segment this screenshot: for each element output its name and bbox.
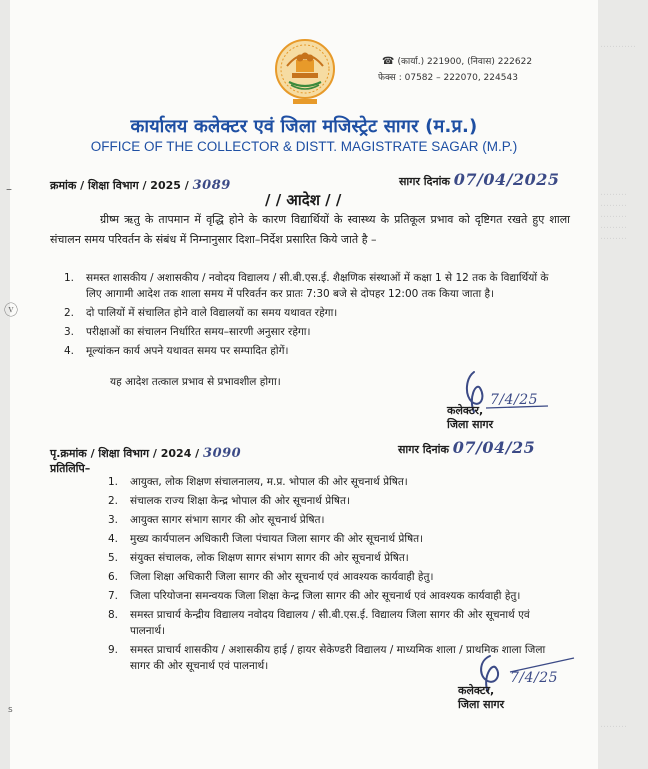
office-title-hindi: कार्यालय कलेक्टर एवं जिला मजिस्ट्रेट सागर (म.प्र.) <box>130 116 478 137</box>
background-ghost-text: ……… <box>600 720 627 730</box>
order-intro: ग्रीष्म ऋतु के तापमान में वृद्धि होने के कारण विद्यार्थियों के स्वास्थ्य के प्रतिकूल प्रभाव को दृष्टिगत रखते हुए शाला संचालन समय परिवर्तन के संबंध में निम्नानुसार दिशा–निर्देश प्रसारित किये जाते है – <box>50 213 570 246</box>
document-page <box>4 0 598 769</box>
order-effect-line: यह आदेश तत्काल प्रभाव से प्रभावशील होगा। <box>110 376 281 388</box>
signature-date-handwritten: 7/4/25 <box>510 670 559 686</box>
signature-date-handwritten: 7/4/25 <box>490 392 539 408</box>
order-reference-number: 3089 <box>192 178 231 193</box>
order-point: 1. समस्त शासकीय / अशासकीय / नवोदय विद्यालय / सी.बी.एस.ई. शैक्षणिक संस्थाओं में कक्षा 1 से 12 तक के विद्यार्थियों के लिए आगामी आदेश तक शाला समय में परिवर्तन कर प्रातः 7:30 बजे से दोपहर 12:00 तक किया जाता है। <box>64 272 549 300</box>
margin-tick: s <box>8 705 13 715</box>
margin-pencil-mark: ⓥ <box>4 303 18 319</box>
order-date-value: 07/04/2025 <box>453 170 560 189</box>
order-point: 4. मूल्यांकन कार्य अपने यथावत समय पर सम्पादित होगें। <box>64 345 289 357</box>
recipient-item: 6. जिला शिक्षा अधिकारी जिला सागर की ओर सूचनार्थ एवं आवश्यक कार्यवाही हेतु। <box>108 571 434 583</box>
copy-reference-number: 3090 <box>203 446 242 461</box>
copy-date-label: सागर दिनांक <box>398 443 449 456</box>
order-point: 2. दो पालियों में संचालित होने वाले विद्यालयों का समय यथावत रहेगा। <box>64 307 338 319</box>
order-point: 3. परीक्षाओं का संचालन निर्धारित समय–सारणी अनुसार रहेगा। <box>64 326 311 338</box>
phone-line <box>382 54 532 67</box>
signatory-title: कलेक्टर, <box>447 404 484 417</box>
state-emblem-icon <box>275 36 335 108</box>
order-reference <box>50 178 231 193</box>
signatory-title: कलेक्टर, <box>458 684 495 697</box>
order-date <box>399 170 560 189</box>
copy-heading: प्रतिलिपि– <box>50 462 91 475</box>
phone-icon: ☎ <box>382 56 395 67</box>
recipient-item: 3. आयुक्त सागर संभाग सागर की ओर सूचनार्थ प्रेषित। <box>108 514 325 526</box>
recipient-item: 9. समस्त प्राचार्य शासकीय / अशासकीय हाई / हायर सेकेण्डरी विद्यालय / माध्यमिक शाला / प्राथमिक शाला जिला सागर की ओर सूचनार्थ एवं पालनार्थ। <box>108 644 546 672</box>
order-date-label: सागर दिनांक <box>399 175 450 188</box>
phone-numbers: (कार्या.) 221900, (निवास) 222622 <box>397 57 533 67</box>
recipient-item: 4. मुख्य कार्यपालन अधिकारी जिला पंचायत जिला सागर की ओर सूचनार्थ प्रेषित। <box>108 533 424 545</box>
copy-recipients <box>108 474 548 674</box>
office-title-english: OFFICE OF THE COLLECTOR & DISTT. MAGISTRATE SAGAR (M.P.) <box>90 139 518 154</box>
signatory-place: जिला सागर <box>447 418 494 431</box>
fax-line: फेक्स : 07582 – 222070, 224543 <box>378 73 518 83</box>
recipient-item: 5. संयुक्त संचालक, लोक शिक्षण सागर संभाग सागर की ओर सूचनार्थ प्रेषित। <box>108 552 409 564</box>
background-ghost-text: ………… <box>600 40 636 50</box>
order-points <box>64 270 554 359</box>
signatory-block-2 <box>458 684 504 712</box>
recipient-item: 8. समस्त प्राचार्य केन्द्रीय विद्यालय नवोदय विद्यालय / सी.बी.एस.ई. विद्यालय जिला सागर की ओर सूचनार्थ एवं पालनार्थ। <box>108 609 530 637</box>
margin-tick: – <box>6 182 12 196</box>
copy-date-value: 07/04/25 <box>452 438 536 457</box>
recipient-item: 7. जिला परियोजना समन्वयक जिला शिक्षा केन्द्र जिला सागर की ओर सूचनार्थ एवं आवश्यक कार्यवाही हेतु। <box>108 590 521 602</box>
recipient-item: 2. संचालक राज्य शिक्षा केन्द्र भोपाल की ओर सूचनार्थ प्रेषित। <box>108 495 350 507</box>
copy-date <box>398 438 535 457</box>
background-ghost-text: ……… ……… ……… ……… ……… <box>600 188 627 242</box>
signatory-place: जिला सागर <box>458 698 505 711</box>
recipient-item: 1. आयुक्त, लोक शिक्षण संचालनालय, म.प्र. भोपाल की ओर सूचनार्थ प्रेषित। <box>108 476 408 488</box>
signatory-block <box>447 404 493 432</box>
copy-reference <box>50 446 241 461</box>
copy-reference-label: पृ.क्रमांक / शिक्षा विभाग / 2024 / <box>50 447 200 460</box>
order-reference-label: क्रमांक / शिक्षा विभाग / 2025 / <box>50 179 189 192</box>
order-title: / / आदेश / / <box>265 191 342 209</box>
